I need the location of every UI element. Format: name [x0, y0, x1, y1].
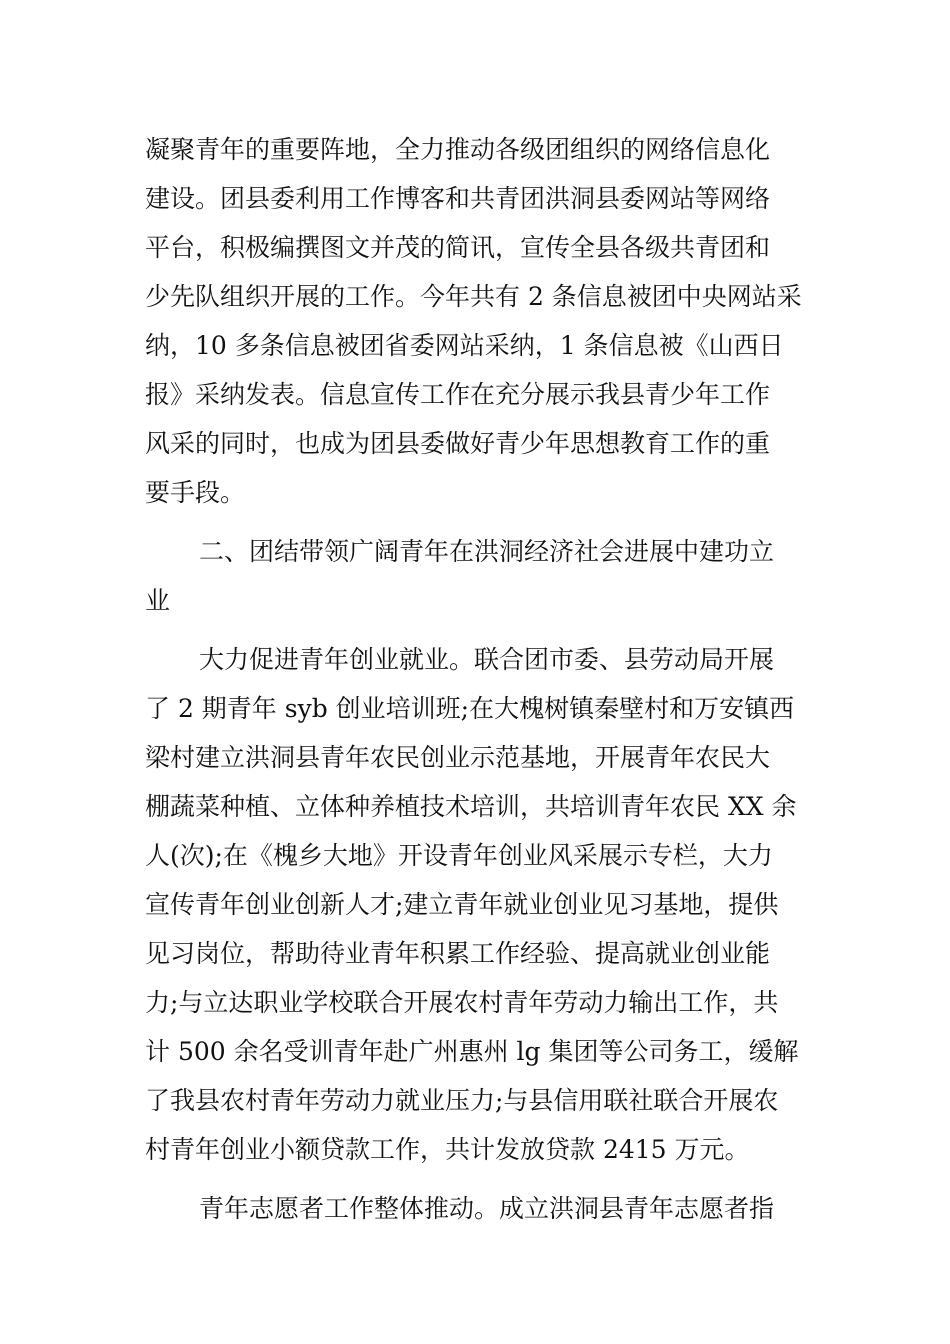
text-line: 计 500 余名受训青年赴广州惠州 lg 集团等公司务工，缓解: [145, 1037, 799, 1066]
text-line: 青年志愿者工作整体推动。成立洪洞县青年志愿者指: [199, 1194, 775, 1223]
text-line: 见习岗位，帮助待业青年积累工作经验、提高就业创业能: [145, 939, 771, 968]
paragraph-spacer: [145, 1174, 807, 1184]
text-line: 村青年创业小额贷款工作，共计发放贷款 2415 万元。: [145, 1135, 750, 1164]
text-line: 平台，积极编撰图文并茂的简讯，宣传全县各级共青团和: [145, 233, 771, 262]
text-line: 纳，10 多条信息被团省委网站采纳，1 条信息被《山西日: [145, 331, 784, 360]
section-heading: [145, 527, 807, 625]
paragraph-volunteer-work: [145, 1184, 807, 1233]
text-line: 棚蔬菜种植、立体种养植技术培训，共培训青年农民 XX 余: [145, 792, 797, 821]
text-line: 要手段。: [145, 478, 246, 507]
heading-line: 业: [145, 586, 171, 615]
text-line: 报》采纳发表。信息宣传工作在充分展示我县青少年工作: [145, 380, 771, 409]
text-line: 风采的同时，也成为团县委做好青少年思想教育工作的重: [145, 429, 771, 458]
text-line: 了我县农村青年劳动力就业压力;与县信用联社联合开展农: [145, 1086, 779, 1115]
text-line: 力;与立达职业学校联合开展农村青年劳动力输出工作，共: [145, 988, 779, 1017]
text-line: 梁村建立洪洞县青年农民创业示范基地，开展青年农民大: [145, 743, 771, 772]
text-line: 了 2 期青年 syb 创业培训班;在大槐树镇秦壁村和万安镇西: [145, 694, 795, 723]
text-line: 宣传青年创业创新人才;建立青年就业创业见习基地，提供: [145, 890, 779, 919]
text-line: 大力促进青年创业就业。联合团市委、县劳动局开展: [199, 645, 775, 674]
text-line: 凝聚青年的重要阵地，全力推动各级团组织的网络信息化: [145, 135, 771, 164]
heading-line: 二、团结带领广阔青年在洪洞经济社会进展中建功立: [199, 537, 775, 566]
text-line: 少先队组织开展的工作。今年共有 2 条信息被团中央网站采: [145, 282, 802, 311]
text-line: 建设。团县委利用工作博客和共青团洪洞县委网站等网络: [145, 184, 771, 213]
paragraph-info-publicity: [145, 125, 807, 517]
document-body: [145, 125, 807, 1233]
text-line: 人(次);在《槐乡大地》开设青年创业风采展示专栏，大力: [145, 841, 773, 870]
paragraph-spacer: [145, 517, 807, 527]
paragraph-spacer: [145, 625, 807, 635]
paragraph-youth-employment: [145, 635, 807, 1174]
